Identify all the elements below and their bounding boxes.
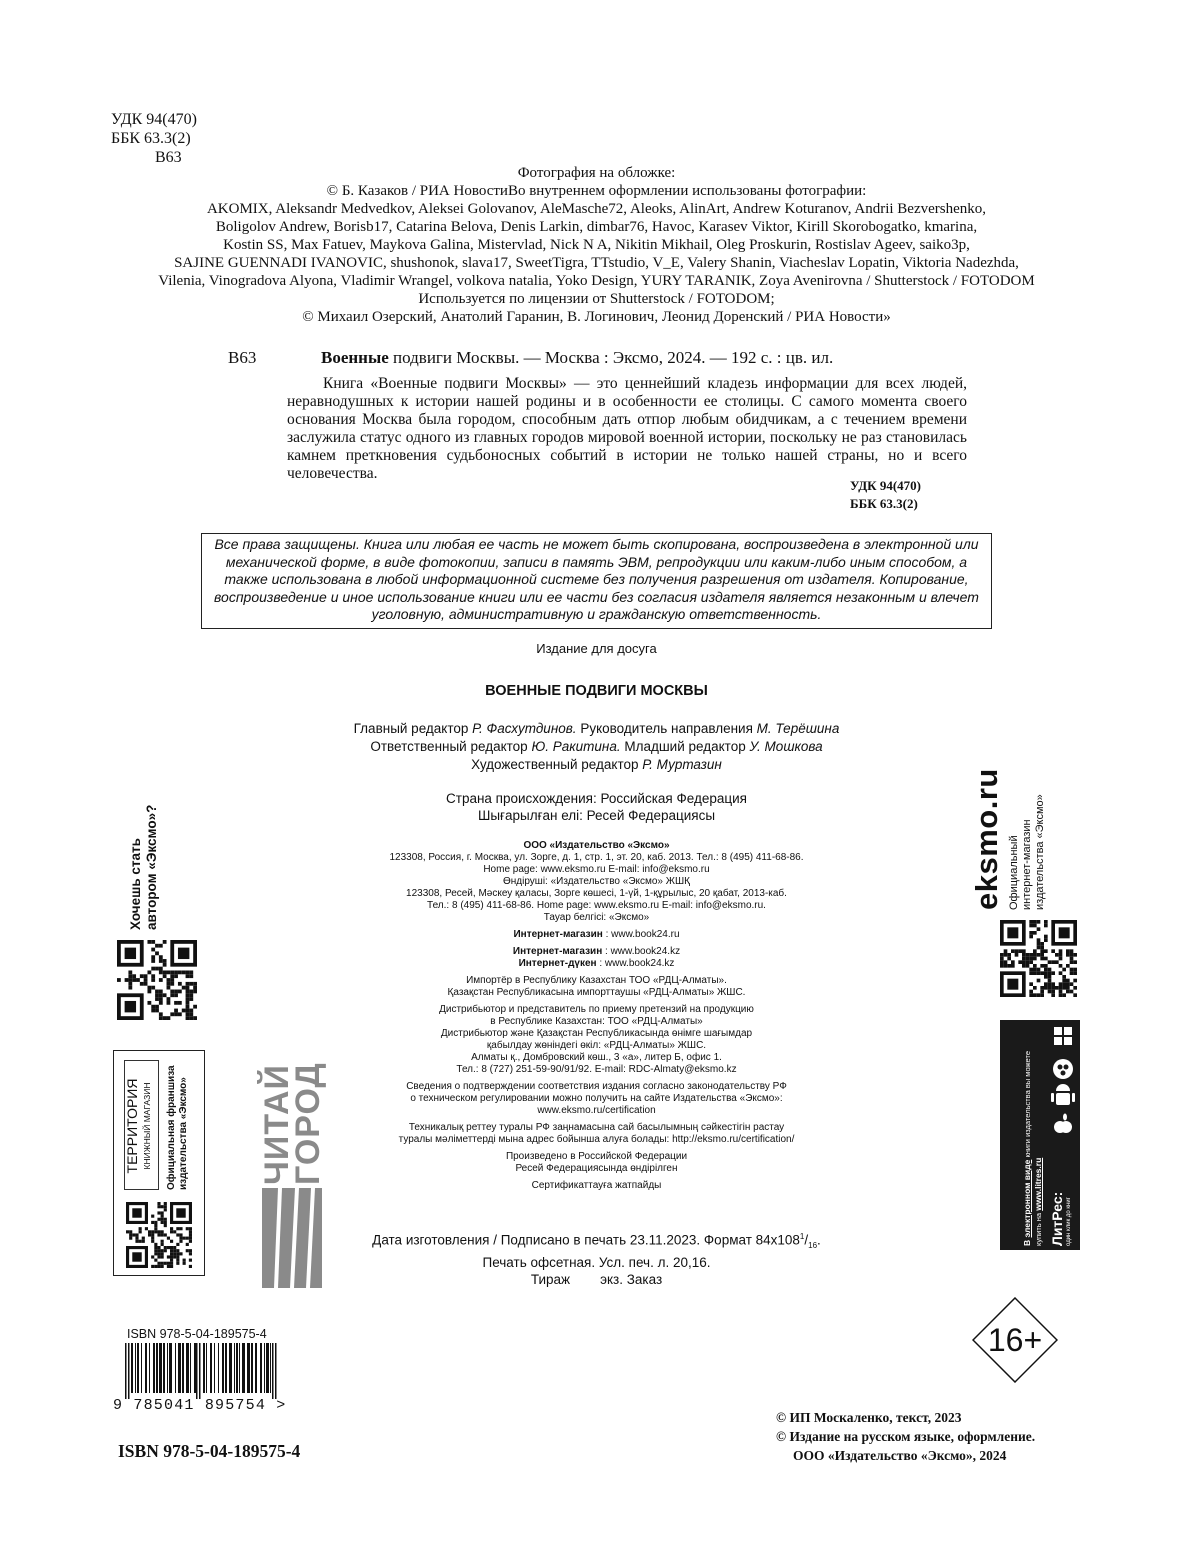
staff-person: У. Мошкова [749, 739, 823, 754]
print-run: Тираж экз. Заказ [530, 1272, 663, 1288]
made-in-line: Ресей Федерациясында өндірілген [515, 1163, 678, 1174]
litres-word: электронном виде [1022, 1159, 1032, 1238]
staff-line [0, 738, 1193, 756]
eksmo-logo[interactable]: eksmo.ru [969, 768, 1004, 910]
franchise-line: Официальная франшиза [166, 1065, 177, 1190]
author-promo [128, 770, 188, 930]
publisher-name: ООО «Издательство «Эксмо» [523, 840, 670, 851]
photo-credit-line: Kostin SS, Max Fatuev, Maykova Galina, Mistervlad, Nick N A, Nikitin Mikhail, Oleg Proskurin, Rostislav Ageev, saiko3p, [223, 237, 970, 253]
staff-person: Р. Фасхутдинов. [472, 721, 577, 736]
distributor-line: Тел.: 8 (727) 251-59-90/91/92. E-mail: RDC-Almaty@eksmo.kz [456, 1064, 737, 1075]
isbn-number: ISBN 978-5-04-189575-4 [118, 1441, 301, 1461]
copyright-line: © Издание на русском языке, оформление. [776, 1429, 1036, 1444]
shop-label: Интернет-магазин [513, 929, 603, 940]
photo-credit-line: © Б. Казаков / РИА НовостиВо внутреннем оформлении использованы фотографии: [326, 183, 867, 199]
bib-bbk: ББК 63.3(2) [850, 496, 918, 511]
chitai-gorod-bars-icon [262, 1188, 322, 1288]
windows-icon [1054, 1027, 1072, 1045]
editorial-staff [0, 720, 1193, 774]
android-icon [1051, 1084, 1075, 1105]
eksmo-desc-line: издательства «Эксмо» [1034, 794, 1046, 910]
photo-credit-line: Фотография на обложке: [517, 165, 676, 181]
print-date-format: Дата изготовления / Подписано в печать 23.11.2023. Формат $84x108^1/_{16}$. [372, 1232, 821, 1251]
eksmo-desc-line: интернет-магазин [1021, 819, 1033, 910]
made-in-line: Сертификаттауға жатпайды [531, 1180, 662, 1191]
franchise-label [166, 1060, 200, 1190]
photo-credit-line: AKOMIX, Aleksandr Medvedkov, Aleksei Golovanov, AleMasche72, Aleoks, AlinArt, Andrew Koturanov, Andrii Bezvershenko, [206, 201, 987, 217]
distributor-line: Дистрибьютор и представитель по приему претензий на продукцию [439, 1004, 754, 1015]
certification-line: Сведения о подтверждении соответствия издания согласно законодательству РФ [406, 1081, 787, 1092]
print-date-end: . [817, 1232, 821, 1248]
publisher-home: Home page: www.eksmo.ru E-mail: info@eksmo.ru [483, 864, 710, 875]
litres-word: книги издательства вы можете [1023, 1051, 1032, 1160]
eksmo-desc-line: Официальный [1008, 835, 1020, 910]
photo-credit-line: Vilenia, Vinogradova Alyona, Vladimir Wrangel, volkova natalia, Yoko Design, YURY TARANIK, Zoya Avenirovna / Shutterstock / FOTODOM [158, 273, 1035, 289]
print-type: Печать офсетная. Усл. печ. л. 20,16. [482, 1255, 711, 1271]
territory-logo [124, 1060, 159, 1190]
territory-title-a: ТЕ [124, 1155, 140, 1174]
eksmo-desc [1008, 770, 1047, 910]
litres-brand-sub: один клик до книг [1066, 1197, 1072, 1246]
shop-url: : www.book24.ru [602, 929, 680, 940]
gorod-word: ГОРОД [289, 1062, 327, 1185]
staff-role: Руководитель направления [576, 721, 757, 736]
author-promo-line: автором «Эксмо»? [144, 804, 159, 930]
litres-word: В [1022, 1237, 1032, 1246]
certification-line: о техническом регулировании можно получить на сайте Издательства «Эксмо»: [410, 1093, 783, 1104]
publisher-kz: Тауар белгісі: «Эксмо» [543, 912, 650, 923]
staff-role: Ответственный редактор [370, 739, 532, 754]
photo-credit-line: SAJINE GUENNADI IVANOVIC, shushonok, slava17, SweetTigra, TTstudio, V_E, Valery Shanin, Viacheslav Lopatin, Viktoria Nadezhda, [174, 255, 1019, 271]
classification-codes [111, 110, 197, 167]
staff-line [0, 720, 1193, 738]
certification-line: www.eksmo.ru/certification [537, 1105, 656, 1116]
qr-code-eksmo[interactable] [1000, 920, 1077, 997]
staff-role: Главный редактор [353, 721, 473, 736]
publisher-kz: Тел.: 8 (495) 411-68-86. Home page: www.eksmo.ru E-mail: info@eksmo.ru. [427, 900, 766, 911]
distributor-line: Алматы қ., Домбровский көш., 3 «а», литер Б, офис 1. [471, 1052, 722, 1063]
qr-code-territory[interactable] [126, 1202, 192, 1268]
platform-icons [1048, 1025, 1078, 1145]
importer-line: Қазақстан Республикасына импорттаушы «РДЦ-Алматы» ЖШС. [447, 987, 746, 998]
eksmo-promo [970, 770, 1080, 910]
litres-brand: ЛитРес: [1049, 1191, 1065, 1246]
bib-udk: УДК 94(470) [850, 478, 922, 493]
isbn-barcode-label: ISBN 978-5-04-189575-4 [127, 1327, 267, 1341]
staff-person: М. Терёшина [756, 721, 840, 736]
photo-credit-line: © Михаил Озерский, Анатолий Гаранин, В. Логинович, Леонид Доренский / РИА Новости» [302, 309, 891, 325]
leisure-note: Издание для досуга [536, 641, 657, 656]
bbk-code: ББК 63.3(2) [111, 130, 191, 147]
copyright [776, 1408, 1035, 1465]
bib-author-sign: В63 [228, 348, 257, 367]
chitai-word: ЧИТАЙ [258, 1064, 296, 1185]
format-fraction-den: 16 [808, 1241, 818, 1251]
distributor-line: в Республике Казахстан: ТОО «РДЦ-Алматы» [490, 1016, 703, 1027]
bib-title-bold: Военные [321, 348, 389, 367]
print-date-text: Дата изготовления / Подписано в печать 23.11.2023. Формат 84x108 [372, 1232, 800, 1248]
rights-notice: Все права защищены. Книга или любая ее часть не может быть скопирована, воспроизведена в электронной или механической форме, в виде фотокопии, записи в память ЭВМ, репродукции или каким-либо иным способом, а также использована в любой информационной системе без получения разрешения от издателя. Копирование, воспроизведение и иное использование книги или ее части без согласия издателя является незаконным и влечет уголовную, административную и гражданскую ответственность. [201, 533, 992, 629]
distributor-line: қабылдау жөніндегі өкіл: «РДЦ-Алматы» ЖШС. [486, 1040, 707, 1051]
photo-credits [0, 164, 1193, 326]
litres-word: купить на [1034, 1210, 1043, 1246]
age-rating: 16+ [987, 1322, 1043, 1358]
bib-codes [850, 477, 963, 513]
territory-subtitle: КНИЖНЫЙ МАГАЗИН [142, 1082, 152, 1170]
udk-code: УДК 94(470) [111, 111, 197, 128]
bib-title-rest: подвиги Москвы. — Москва : Эксмо, 2024. — 192 с. : цв. ил. [388, 348, 834, 367]
publisher-kz: Өндіруші: «Издательство «Эксмо» ЖШҚ [503, 876, 690, 887]
publisher-kz: 123308, Ресей, Мәскеу қаласы, Зорге көшесі, 1-үй, 1-құрылыс, 20 қабат, 2013-каб. [406, 888, 787, 899]
origin-ru: Страна происхождения: Российская Федерация [446, 791, 747, 806]
photo-credit-line: Используется по лицензии от Shutterstock / FOTODOM; [418, 291, 775, 307]
blackberry-icon [1053, 1059, 1073, 1079]
made-in-line: Произведено в Российской Федерации [505, 1151, 688, 1162]
author-promo-line: Хочешь стать [128, 838, 143, 930]
territory-title [125, 1061, 140, 1191]
copyright-line: © ИП Москаленко, текст, 2023 [776, 1410, 962, 1425]
bib-abstract: Книга «Военные подвиги Москвы» — это ценнейший кладезь информации для всех людей, неравнодушных к истории нашей родины и в особенности ее столицы. С самого момента своего основания Москва была городом, способным дать отпор любым обидчикам, а с течением времени заслужила статус одного из главных городов мировой военной истории, поскольку не раз становилась камнем преткновения судьбоносных событий в истории не только нашей страны, но и всего человечества. [287, 375, 967, 482]
importer-line: Импортёр в Республику Казахстан ТОО «РДЦ-Алматы». [466, 975, 727, 986]
publisher-address: 123308, Россия, г. Москва, ул. Зорге, д. 1, стр. 1, эт. 20, каб. 2013. Тел.: 8 (495) 411-68-86. [389, 852, 804, 863]
book-title: ВОЕННЫЕ ПОДВИГИ МОСКВЫ [485, 683, 708, 699]
bib-title [321, 348, 833, 368]
shop-url: : www.book24.kz [602, 946, 681, 957]
staff-person: Р. Муртазин [642, 757, 722, 772]
shop-url: : www.book24.kz [596, 958, 675, 969]
apple-icon [1054, 1114, 1072, 1134]
litres-promo [1000, 1020, 1080, 1250]
territory-title-b: РРИТОРИЯ [124, 1078, 140, 1156]
shop-label: Интернет-дүкен [518, 958, 597, 969]
certification-line: туралы мәліметтерді мына адрес бойынша алуға болады: http://eksmo.ru/certification/ [398, 1134, 795, 1145]
franchise-line: издательства «Эксмо» [178, 1077, 189, 1190]
litres-url[interactable]: www.litres.ru [1033, 1157, 1043, 1211]
format-fraction-num: 1 [799, 1232, 805, 1241]
copyright-line: ООО «Издательство «Эксмо», 2024 [793, 1448, 1007, 1463]
staff-role: Художественный редактор [471, 757, 643, 772]
staff-role: Младший редактор [620, 739, 750, 754]
photo-credit-line: Boligolov Andrew, Borisb17, Catarina Belova, Denis Larkin, dimbar76, Havoc, Karasev Viktor, Kirill Skorobogatko, kmarina, [215, 219, 978, 235]
staff-person: Ю. Ракитина. [531, 739, 621, 754]
origin-kz: Шығарылған елі: Ресей Федерациясы [477, 808, 716, 823]
barcode-digits: 9 785041 895754 > [113, 1397, 287, 1414]
shop-label: Интернет-магазин [512, 946, 603, 957]
qr-code-author[interactable] [117, 940, 197, 1020]
barcode [113, 1343, 288, 1399]
author-sign: В63 [155, 149, 182, 166]
distributor-line: Дистрибьютор және Қазақстан Республикасында өнімге шағымдар [440, 1028, 753, 1039]
litres-text [1022, 1021, 1044, 1246]
certification-line: Техникалық реттеу туралы РФ заңнамасына сай басылымның сәйкестігін растау [408, 1122, 785, 1133]
